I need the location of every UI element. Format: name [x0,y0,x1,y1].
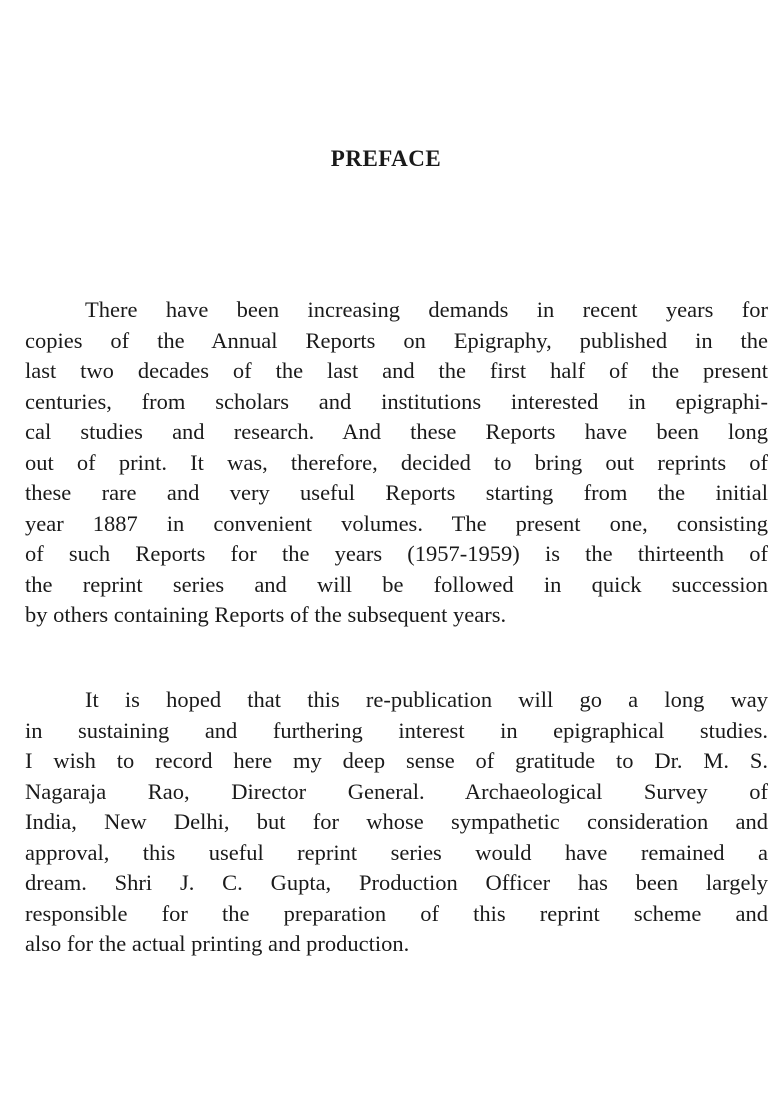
text-line: cal studies and research. And these Reports have been long [25,419,768,444]
text-line: I wish to record here my deep sense of gratitude to Dr. M. S. [25,748,768,773]
paragraph-2 [25,685,768,960]
text-line: in sustaining and furthering interest in epigraphical studies. [25,717,768,743]
text-line: responsible for the preparation of this reprint scheme and [25,900,768,926]
text-line: copies of the Annual Reports on Epigraphy, published in the [25,327,768,353]
text-line: out of print. It was, therefore, decided to bring out reprints of [25,449,768,475]
text-line: approval, this useful reprint series would have remained a [25,839,768,865]
paragraph-1 [25,295,768,631]
text-line: India, New Delhi, but for whose sympathetic consideration and [25,809,768,834]
text-line: Nagaraja Rao, Director General. Archaeological Survey of [25,778,768,804]
text-line: last two decades of the last and the first half of the present [25,358,768,383]
text-line: of such Reports for the years (1957-1959) is the thirteenth of [25,541,768,566]
text-line: by others containing Reports of the subsequent years. [25,602,507,627]
text-line: the reprint series and will be followed in quick succession [25,571,768,597]
text-line: also for the actual printing and production. [25,931,410,956]
text-line: dream. Shri J. C. Gupta, Production Officer has been largely [25,870,768,895]
text-line: It is hoped that this re-publication will go a long way [85,687,768,712]
text-line: year 1887 in convenient volumes. The present one, consisting [25,510,768,536]
text-line: centuries, from scholars and institutions interested in epigraphi- [25,388,768,414]
text-line: these rare and very useful Reports starting from the initial [25,480,768,505]
page-title: PREFACE [330,146,442,171]
text-line: There have been increasing demands in recent years for [85,297,768,322]
